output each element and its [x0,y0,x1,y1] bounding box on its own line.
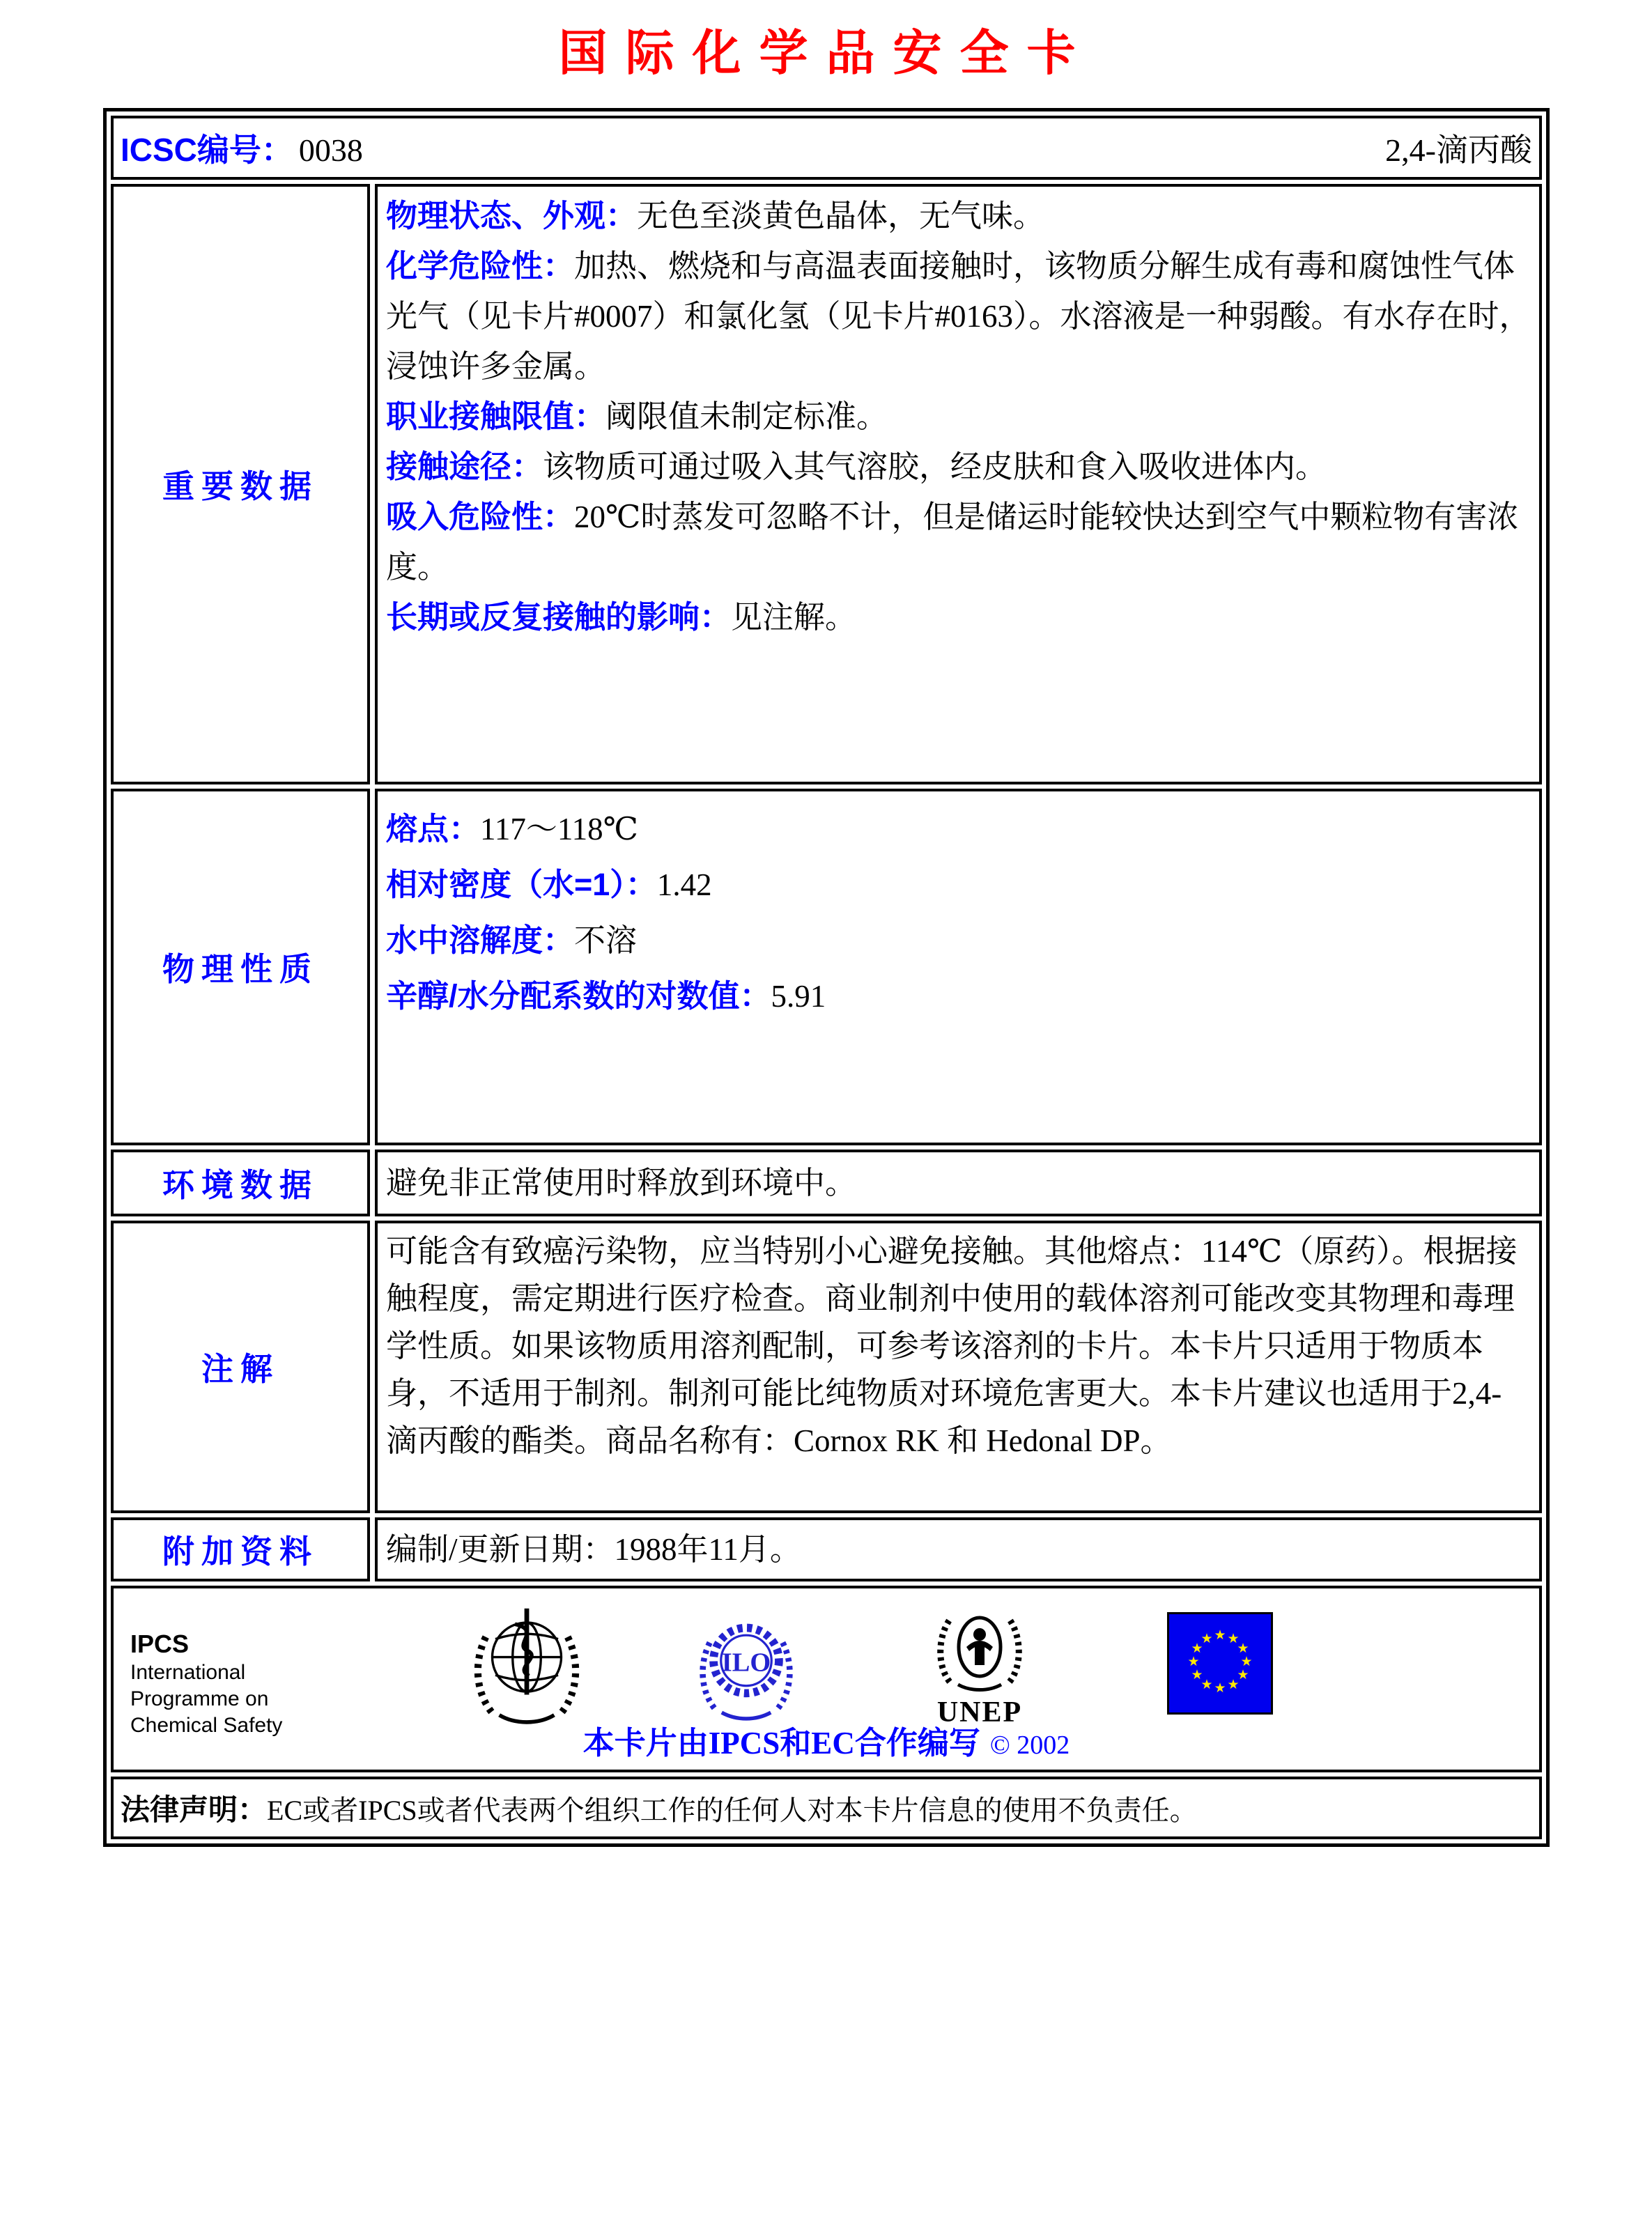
svg-text:★: ★ [1240,1654,1253,1669]
field-melting-point: 熔点：117～118℃ [386,811,639,846]
chemical-name: 2,4-滴丙酸 [1385,132,1532,168]
environmental-data-text: 避免非正常使用时释放到环境中。 [386,1166,857,1200]
additional-info-label: 附加资料 [111,1517,370,1581]
physical-properties-content [375,789,1542,1145]
header-row [111,116,1542,180]
legal-label: 法律声明： [121,1793,268,1826]
logos-cell [111,1586,1542,1772]
svg-text:★: ★ [1187,1654,1200,1669]
notes-label: 注解 [111,1221,370,1513]
legal-text: EC或者IPCS或者代表两个组织工作的任何人对本卡片信息的使用不负责任。 [267,1794,1198,1826]
ipcs-line-2: Programme on [130,1687,269,1710]
svg-text:★: ★ [1237,1667,1249,1682]
additional-info-row [111,1517,1542,1581]
ipcs-line-3: Chemical Safety [130,1714,283,1737]
important-data-content [375,184,1542,784]
credit-text: 本卡片由IPCS和EC合作编写 [582,1726,980,1761]
field-physical-state: 物理状态、外观：无色至淡黄色晶体，无气味。 [386,198,1045,233]
ilo-letters: ILO [721,1648,771,1678]
svg-text:★: ★ [1237,1641,1249,1656]
ilo-logo-icon [690,1604,802,1729]
logos-row [111,1586,1542,1772]
credit-line [114,1717,1539,1763]
important-data-row [111,184,1542,784]
physical-properties-row [111,789,1542,1145]
copyright-text: © 2002 [989,1731,1070,1760]
svg-text:★: ★ [1191,1667,1203,1682]
field-water-solubility: 水中溶解度：不溶 [386,922,638,958]
field-occupational-limit: 职业接触限值：阈限值未制定标准。 [386,399,888,434]
notes-row [111,1221,1542,1513]
eu-flag-logo-icon [1167,1612,1273,1715]
ipcs-line-1: International [130,1661,246,1684]
update-date: 编制/更新日期：1988年11月。 [386,1532,801,1567]
svg-text:★: ★ [1191,1641,1203,1656]
icsc-number [121,125,363,171]
environmental-data-content [375,1150,1542,1216]
physical-properties-label: 物理性质 [111,789,370,1145]
page-title: 国际化学品安全卡 [558,27,1094,81]
ipcs-acronym: IPCS [130,1630,190,1658]
notes-content [375,1221,1542,1513]
important-data-label: 重要数据 [111,184,370,784]
environmental-data-row [111,1150,1542,1216]
legal-row [111,1777,1542,1839]
unep-caption: UNEP [936,1696,1023,1728]
icsc-number-label: ICSC编号： [121,132,293,168]
environmental-data-label: 环境数据 [111,1150,370,1216]
who-logo-icon [468,1604,586,1729]
svg-text:★: ★ [1227,1631,1240,1646]
unep-logo-icon [927,1600,1032,1726]
svg-text:★: ★ [1214,1627,1226,1643]
icsc-number-value: 0038 [298,132,363,168]
svg-text:★: ★ [1201,1631,1213,1646]
icsc-card-table [103,108,1550,1847]
field-partition-coefficient: 辛醇/水分配系数的对数值：5.91 [386,978,826,1014]
field-exposure-routes: 接触途径：该物质可通过吸入其气溶胶，经皮肤和食入吸收进体内。 [386,449,1327,484]
field-long-term-effects: 长期或反复接触的影响：见注解。 [386,599,857,635]
notes-text: 可能含有致癌污染物，应当特别小心避免接触。其他熔点：114℃（原药）。根据接触程度，需定期进行医疗检查。商业制剂中使用的载体溶剂可能改变其物理和毒理学性质。如果该物质用溶剂配制，可参考该溶剂的卡片。本卡片只适用于物质本身，不适用于制剂。制剂可能比纯物质对环境危害更大。本卡片建议也适用于2,4-滴丙酸的酯类。商品名称有：Cornox RK 和 Hedonal DP。 [386,1234,1518,1458]
legal-cell [111,1777,1542,1839]
field-inhalation-risk: 吸入危险性：20℃时蒸发可忽略不计，但是储运时能较快达到空气中颗粒物有害浓度。 [386,499,1519,585]
field-chemical-danger: 化学危险性：加热、燃烧和与高温表面接触时，该物质分解生成有毒和腐蚀性气体光气（见卡片#0007）和氯化氢（见卡片#0163）。水溶液是一种弱酸。有水存在时，浸蚀许多金属。 [386,248,1531,384]
additional-info-content [375,1517,1542,1581]
header-cell [111,116,1542,180]
field-relative-density: 相对密度（水=1）：1.42 [386,867,712,902]
svg-text:★: ★ [1201,1677,1213,1692]
svg-text:★: ★ [1227,1677,1240,1692]
svg-text:★: ★ [1214,1680,1226,1696]
